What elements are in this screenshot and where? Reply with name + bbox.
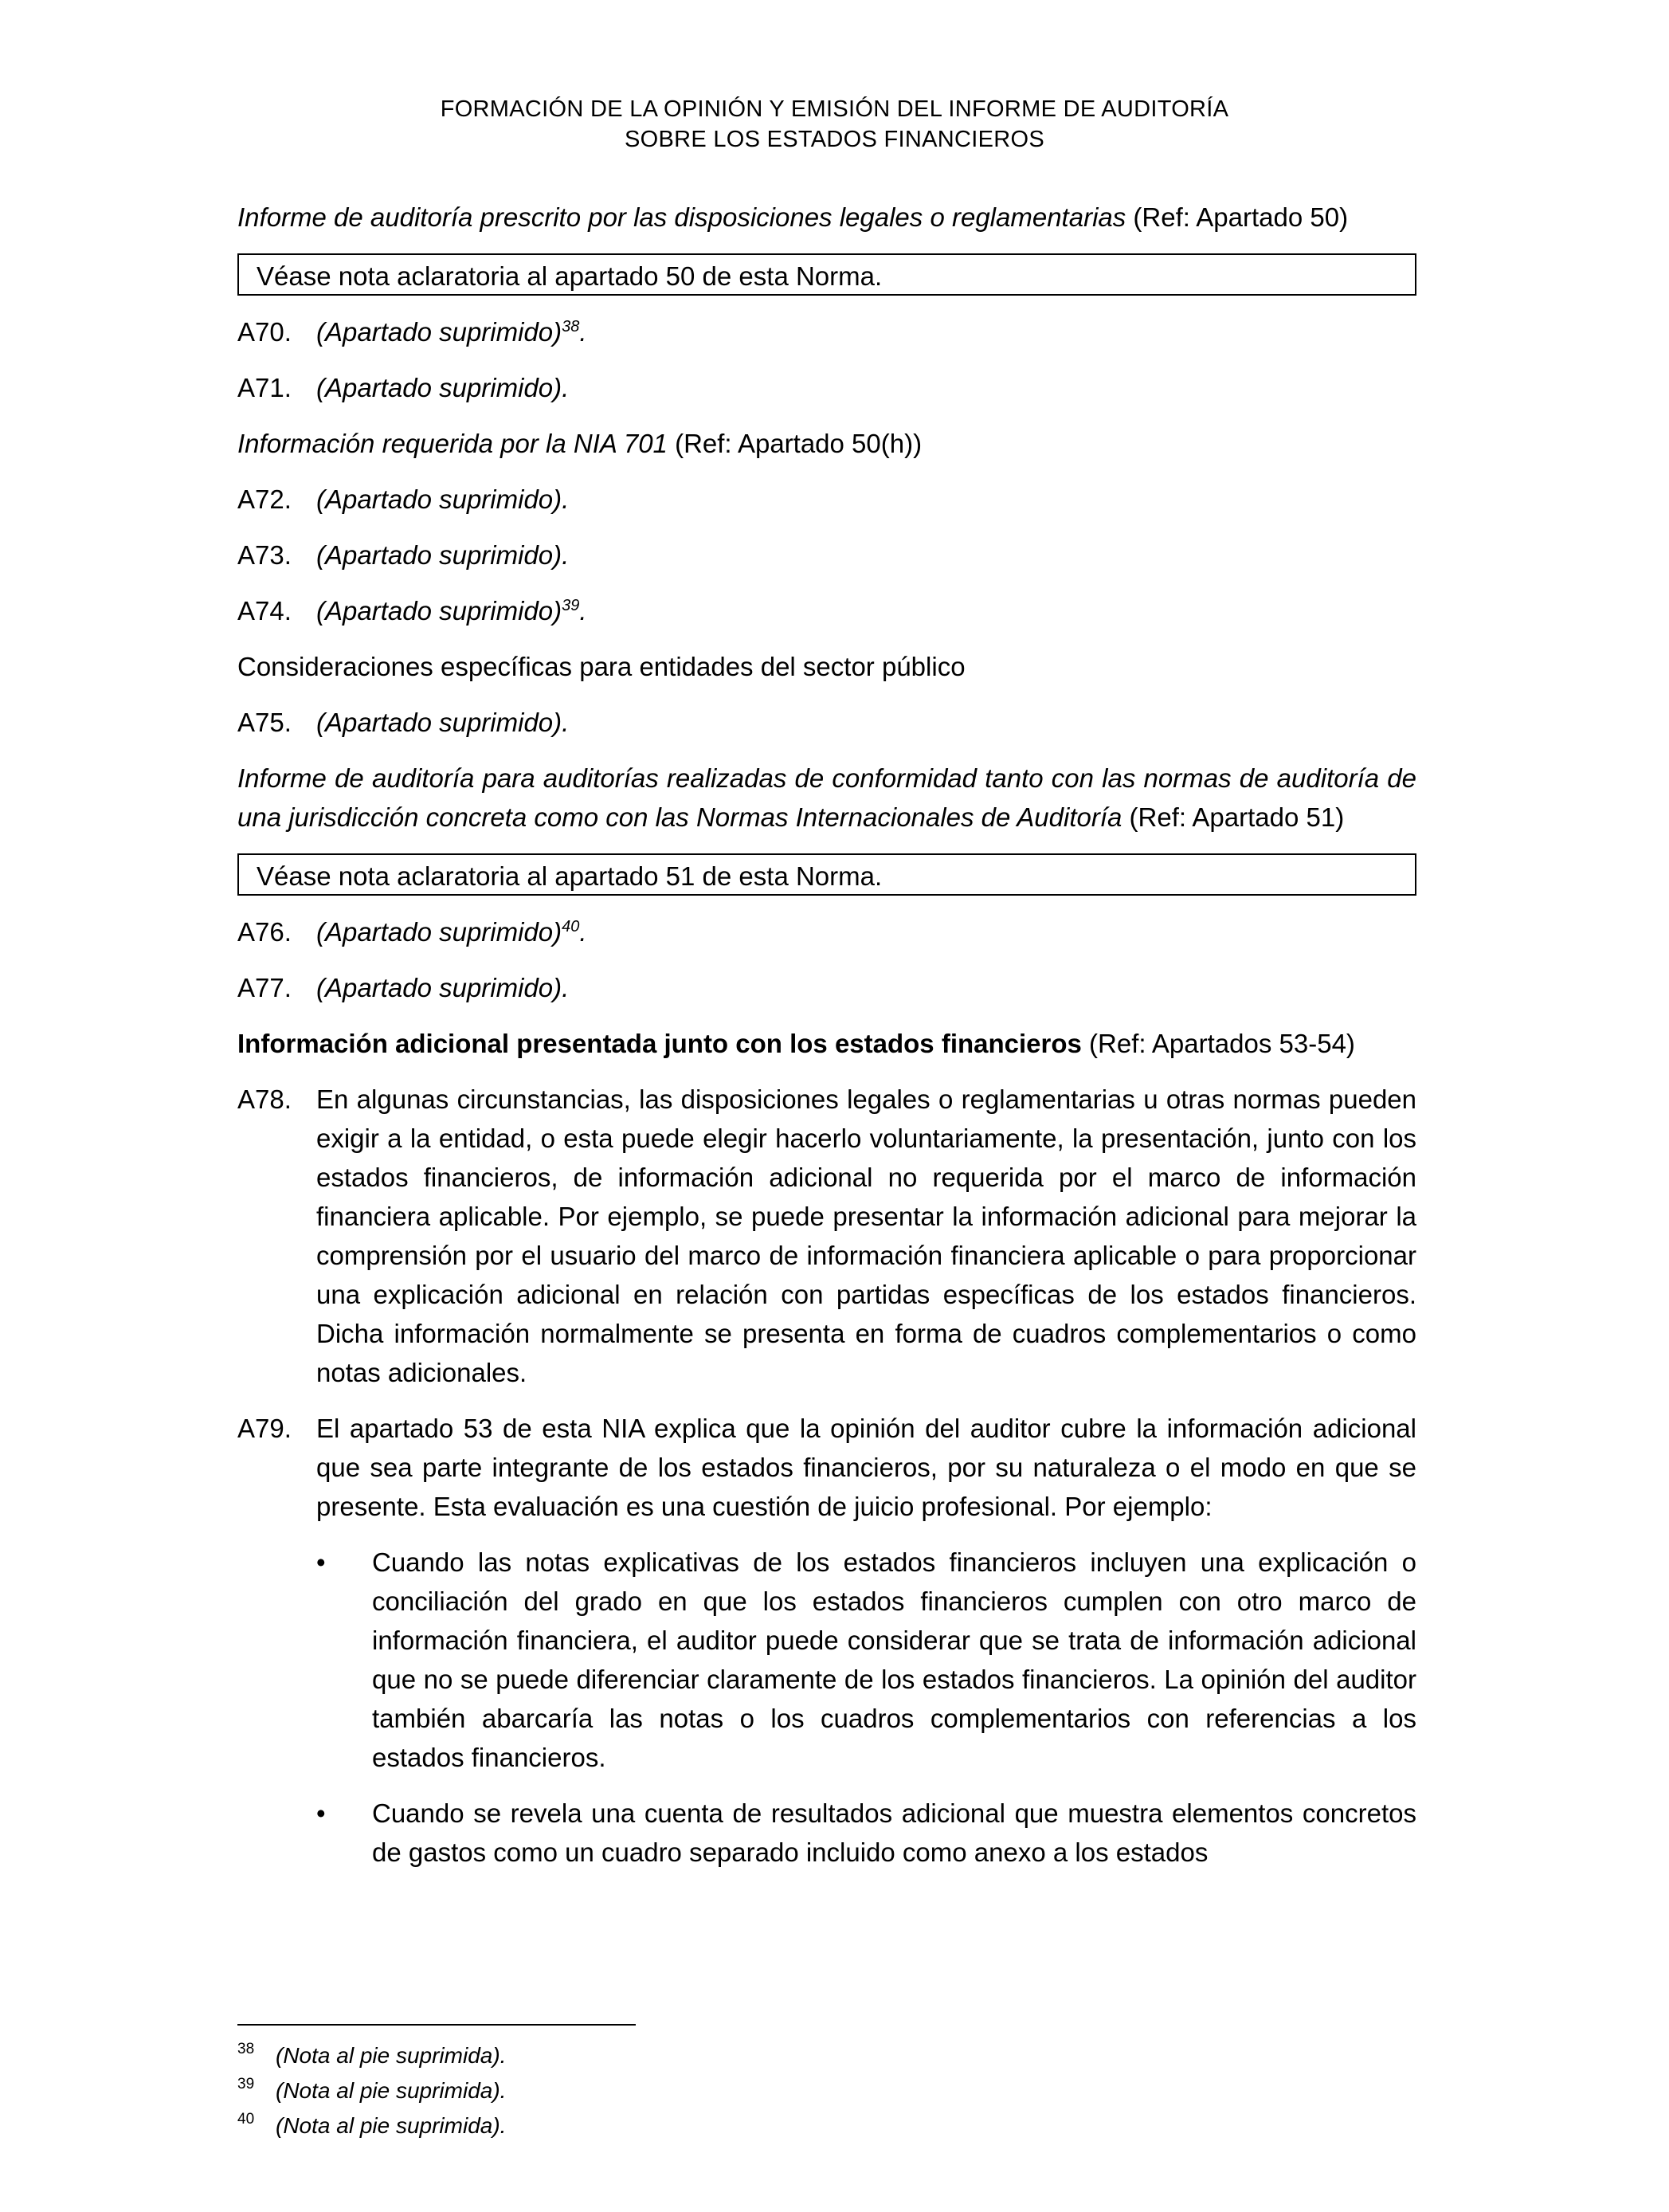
section-ref: (Ref: Apartados 53-54) bbox=[1081, 1029, 1355, 1058]
footnote-separator bbox=[237, 2024, 636, 2026]
footnote-text: (Nota al pie suprimida). bbox=[276, 2043, 507, 2068]
section-ref: (Ref: Apartado 50(h)) bbox=[667, 429, 923, 458]
paragraph-a76 bbox=[237, 912, 1416, 951]
document-body bbox=[237, 198, 1416, 1888]
footnote-text: (Nota al pie suprimida). bbox=[276, 2078, 507, 2103]
section-heading-text: Informe de auditoría para auditorías realizadas de conformidad tanto con las normas de auditoría de una jurisdicción concreta como con las Normas Internacionales de Auditoría bbox=[237, 763, 1416, 832]
paragraph-number: A74. bbox=[237, 596, 292, 626]
section-heading-jurisdiction bbox=[237, 759, 1416, 837]
paragraph-number: A79. bbox=[237, 1414, 292, 1443]
paragraph-number: A75. bbox=[237, 708, 292, 737]
bullet-mark: • bbox=[316, 1547, 326, 1577]
paragraph-number: A73. bbox=[237, 540, 292, 570]
paragraph-text: (Apartado suprimido). bbox=[316, 973, 570, 1002]
paragraph-text: El apartado 53 de esta NIA explica que la opinión del auditor cubre la información adicional que sea parte integrante de los estados financieros, por su naturaleza o el modo en que se presente. Esta evaluación es una cuestión de juicio profesional. Por ejemplo: bbox=[316, 1414, 1416, 1521]
footnote-number: 38 bbox=[237, 2041, 255, 2057]
paragraph-end: . bbox=[579, 596, 587, 626]
paragraph-number: A76. bbox=[237, 917, 292, 947]
paragraph-number: A78. bbox=[237, 1084, 292, 1114]
paragraph-text: (Apartado suprimido). bbox=[316, 373, 570, 402]
paragraph-text: (Apartado suprimido). bbox=[316, 708, 570, 737]
paragraph-a74 bbox=[237, 591, 1416, 630]
header-line-2: SOBRE LOS ESTADOS FINANCIEROS bbox=[624, 127, 1045, 152]
section-heading-legal-report bbox=[237, 198, 1416, 237]
paragraph-end: . bbox=[579, 317, 587, 347]
paragraph-text bbox=[316, 312, 1416, 351]
bullet-list bbox=[316, 1543, 1416, 1872]
footnote bbox=[237, 2073, 506, 2108]
footnote-ref: 40 bbox=[562, 918, 580, 935]
section-heading-text: Información adicional presentada junto con los estados financieros bbox=[237, 1029, 1082, 1058]
paragraph-text bbox=[316, 591, 1416, 630]
paragraph-text: (Apartado suprimido). bbox=[316, 484, 570, 514]
footnote-text: (Nota al pie suprimida). bbox=[276, 2113, 507, 2138]
footnotes bbox=[237, 2038, 506, 2143]
footnote bbox=[237, 2108, 506, 2143]
bullet-mark: • bbox=[316, 1798, 326, 1828]
footnote-number: 40 bbox=[237, 2111, 255, 2128]
section-heading-text: Informe de auditoría prescrito por las disposiciones legales o reglamentarias bbox=[237, 202, 1126, 232]
paragraph-text-content: (Apartado suprimido) bbox=[316, 596, 562, 626]
list-item-text: Cuando las notas explicativas de los estados financieros incluyen una explicación o conciliación del grado en que los estados financieros cumplen con otro marco de información financiera, el auditor puede considerar que se trata de información adicional que no se puede diferenciar claramente de los estados financieros. La opinión del auditor también abarcaría las notas o los cuadros complementarios con referencias a los estados financieros. bbox=[372, 1547, 1416, 1772]
paragraph-number: A71. bbox=[237, 373, 292, 402]
footnote-ref: 39 bbox=[562, 597, 580, 614]
footnote bbox=[237, 2038, 506, 2073]
paragraph-text: (Apartado suprimido). bbox=[316, 540, 570, 570]
paragraph-a79 bbox=[237, 1409, 1416, 1526]
paragraph-a78 bbox=[237, 1080, 1416, 1392]
section-heading-nia-701 bbox=[237, 424, 1416, 463]
note-box-50: Véase nota aclaratoria al apartado 50 de esta Norma. bbox=[237, 253, 1416, 296]
paragraph-a72 bbox=[237, 480, 1416, 519]
paragraph-a75 bbox=[237, 703, 1416, 742]
paragraph-text-content: (Apartado suprimido) bbox=[316, 917, 562, 947]
paragraph-a71 bbox=[237, 368, 1416, 407]
paragraph-number: A70. bbox=[237, 317, 292, 347]
paragraph-text bbox=[316, 912, 1416, 951]
section-heading-public-sector: Consideraciones específicas para entidades del sector público bbox=[237, 652, 966, 681]
section-ref: (Ref: Apartado 51) bbox=[1122, 802, 1345, 832]
paragraph-text-content: (Apartado suprimido) bbox=[316, 317, 562, 347]
paragraph-number: A77. bbox=[237, 973, 292, 1002]
page-header bbox=[0, 94, 1669, 155]
section-heading-additional-info bbox=[237, 1024, 1416, 1063]
footnote-number: 39 bbox=[237, 2076, 255, 2092]
footnote-ref: 38 bbox=[562, 318, 580, 335]
section-ref: (Ref: Apartado 50) bbox=[1126, 202, 1349, 232]
list-item-text: Cuando se revela una cuenta de resultados adicional que muestra elementos concretos de gastos como un cuadro separado incluido como anexo a los estados bbox=[372, 1798, 1416, 1867]
list-item bbox=[316, 1794, 1416, 1872]
list-item bbox=[316, 1543, 1416, 1777]
paragraph-number: A72. bbox=[237, 484, 292, 514]
note-box-51: Véase nota aclaratoria al apartado 51 de esta Norma. bbox=[237, 853, 1416, 896]
paragraph-a77 bbox=[237, 968, 1416, 1007]
paragraph-a73 bbox=[237, 535, 1416, 575]
header-line-1: FORMACIÓN DE LA OPINIÓN Y EMISIÓN DEL INFORME DE AUDITORÍA bbox=[440, 96, 1229, 122]
paragraph-a70 bbox=[237, 312, 1416, 351]
paragraph-text: En algunas circunstancias, las disposiciones legales o reglamentarias u otras normas pueden exigir a la entidad, o esta puede elegir hacerlo voluntariamente, la presentación, junto con los estados financieros, de información adicional no requerida por el marco de información financiera aplicable. Por ejemplo, se puede presentar la información adicional para mejorar la comprensión por el usuario del marco de información financiera aplicable o para proporcionar una explicación adicional en relación con partidas específicas de los estados financieros. Dicha información normalmente se presenta en forma de cuadros complementarios o como notas adicionales. bbox=[316, 1084, 1416, 1387]
section-heading-text: Información requerida por la NIA 701 bbox=[237, 429, 668, 458]
paragraph-end: . bbox=[579, 917, 587, 947]
